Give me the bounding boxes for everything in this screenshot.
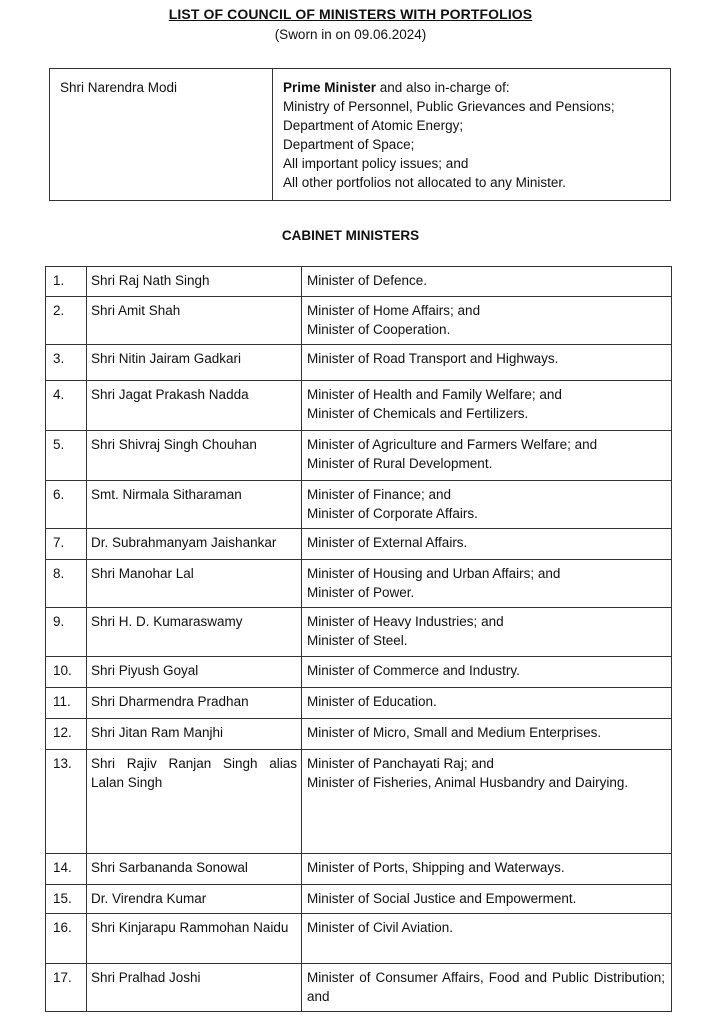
table-row: [46, 914, 672, 964]
portfolio-line: Minister of Education.: [307, 694, 437, 709]
portfolio-line: Minister of Fisheries, Animal Husbandry and Dairying.: [307, 775, 629, 790]
minister-name: Shri Sarbananda Sonowal: [87, 854, 302, 885]
document-title: LIST OF COUNCIL OF MINISTERS WITH PORTFOLIOS: [168, 6, 533, 22]
minister-portfolio: [302, 529, 672, 560]
portfolio-line: Minister of Housing and Urban Affairs; and: [307, 566, 561, 581]
minister-portfolio: [302, 964, 672, 1012]
cabinet-ministers-table: [45, 266, 672, 1012]
minister-portfolio: [302, 914, 672, 964]
document-subtitle: (Sworn in on 09.06.2024): [274, 27, 427, 42]
portfolio-line: Minister of Rural Development.: [307, 456, 493, 471]
prime-minister-role: Prime Minister: [283, 80, 377, 95]
portfolio-line: Minister of Panchayati Raj; and: [307, 756, 494, 771]
minister-name: Shri Rajiv Ranjan Singh alias Lalan Singh: [87, 750, 302, 854]
minister-portfolio: [302, 267, 672, 297]
row-number: 3.: [46, 345, 87, 381]
table-row: [46, 267, 672, 297]
minister-name: Shri Pralhad Joshi: [87, 964, 302, 1012]
minister-name: Shri Nitin Jairam Gadkari: [87, 345, 302, 381]
portfolio-line: Minister of Cooperation.: [307, 322, 451, 337]
minister-name: Shri Raj Nath Singh: [87, 267, 302, 297]
minister-portfolio: [302, 481, 672, 529]
portfolio-line: Minister of Defence.: [307, 273, 428, 288]
minister-portfolio: [302, 431, 672, 481]
table-row: [46, 481, 672, 529]
prime-minister-role-suffix: and also in-charge of:: [376, 80, 510, 95]
portfolio-line: Minister of Power.: [307, 585, 415, 600]
prime-minister-name: Shri Narendra Modi: [50, 69, 273, 201]
minister-portfolio: [302, 719, 672, 750]
portfolio-line: Minister of External Affairs.: [307, 535, 468, 550]
minister-portfolio: [302, 688, 672, 719]
portfolio-line: Minister of Social Justice and Empowerment.: [307, 891, 577, 906]
minister-portfolio: [302, 885, 672, 914]
table-row: [46, 529, 672, 560]
table-row: [46, 381, 672, 431]
row-number: 9.: [46, 608, 87, 657]
row-number: 1.: [46, 267, 87, 297]
minister-portfolio: [302, 854, 672, 885]
row-number: 13.: [46, 750, 87, 854]
portfolio-line: Minister of Road Transport and Highways.: [307, 351, 559, 366]
pm-portfolio-item: All important policy issues; and: [283, 156, 469, 171]
portfolio-line: Minister of Health and Family Welfare; and: [307, 387, 562, 402]
minister-portfolio: [302, 608, 672, 657]
minister-name: Shri Amit Shah: [87, 297, 302, 345]
row-number: 10.: [46, 657, 87, 688]
portfolio-line: Minister of Micro, Small and Medium Enterprises.: [307, 725, 602, 740]
minister-name: Smt. Nirmala Sitharaman: [87, 481, 302, 529]
minister-name: Shri Jagat Prakash Nadda: [87, 381, 302, 431]
minister-name: Shri Manohar Lal: [87, 560, 302, 608]
table-row: [46, 885, 672, 914]
row-number: 4.: [46, 381, 87, 431]
row-number: 7.: [46, 529, 87, 560]
row-number: 8.: [46, 560, 87, 608]
minister-name: Shri H. D. Kumaraswamy: [87, 608, 302, 657]
minister-portfolio: [302, 345, 672, 381]
prime-minister-portfolio: [273, 69, 671, 201]
portfolio-line: Minister of Commerce and Industry.: [307, 663, 520, 678]
prime-minister-row: [50, 69, 671, 201]
minister-name: Dr. Subrahmanyam Jaishankar: [87, 529, 302, 560]
minister-portfolio: [302, 657, 672, 688]
table-row: [46, 608, 672, 657]
portfolio-line: Minister of Consumer Affairs, Food and Public Distribution; and: [307, 970, 665, 1004]
prime-minister-role-line: [283, 78, 670, 97]
minister-portfolio: [302, 297, 672, 345]
minister-name: Shri Jitan Ram Manjhi: [87, 719, 302, 750]
minister-portfolio: [302, 750, 672, 854]
pm-portfolio-item: Department of Atomic Energy;: [283, 118, 464, 133]
table-row: [46, 854, 672, 885]
table-row: [46, 345, 672, 381]
portfolio-line: Minister of Civil Aviation.: [307, 920, 454, 935]
portfolio-line: Minister of Agriculture and Farmers Welfare; and: [307, 437, 598, 452]
table-row: [46, 688, 672, 719]
row-number: 11.: [46, 688, 87, 719]
portfolio-line: Minister of Ports, Shipping and Waterways.: [307, 860, 565, 875]
table-row: [46, 657, 672, 688]
table-row: [46, 560, 672, 608]
table-row: [46, 719, 672, 750]
portfolio-line: Minister of Corporate Affairs.: [307, 506, 478, 521]
minister-portfolio: [302, 381, 672, 431]
cabinet-heading: CABINET MINISTERS: [281, 228, 420, 243]
minister-name: Shri Piyush Goyal: [87, 657, 302, 688]
minister-name: Shri Dharmendra Pradhan: [87, 688, 302, 719]
minister-name: Dr. Virendra Kumar: [87, 885, 302, 914]
pm-portfolio-item: All other portfolios not allocated to any Minister.: [283, 175, 566, 190]
minister-name: Shri Shivraj Singh Chouhan: [87, 431, 302, 481]
row-number: 14.: [46, 854, 87, 885]
row-number: 5.: [46, 431, 87, 481]
table-row: [46, 964, 672, 1012]
cabinet-ministers-body: [46, 267, 672, 1012]
portfolio-line: Minister of Heavy Industries; and: [307, 614, 504, 629]
table-row: [46, 750, 672, 854]
minister-portfolio: [302, 560, 672, 608]
table-row: [46, 431, 672, 481]
row-number: 16.: [46, 914, 87, 964]
portfolio-line: Minister of Finance; and: [307, 487, 452, 502]
row-number: 17.: [46, 964, 87, 1012]
portfolio-line: Minister of Home Affairs; and: [307, 303, 481, 318]
row-number: 15.: [46, 885, 87, 914]
row-number: 12.: [46, 719, 87, 750]
minister-name: Shri Kinjarapu Rammohan Naidu: [87, 914, 302, 964]
portfolio-line: Minister of Chemicals and Fertilizers.: [307, 406, 529, 421]
table-row: [46, 297, 672, 345]
prime-minister-table: [49, 68, 671, 201]
pm-portfolio-item: Ministry of Personnel, Public Grievances and Pensions;: [283, 99, 615, 114]
pm-portfolio-item: Department of Space;: [283, 137, 415, 152]
row-number: 2.: [46, 297, 87, 345]
row-number: 6.: [46, 481, 87, 529]
portfolio-line: Minister of Steel.: [307, 633, 408, 648]
